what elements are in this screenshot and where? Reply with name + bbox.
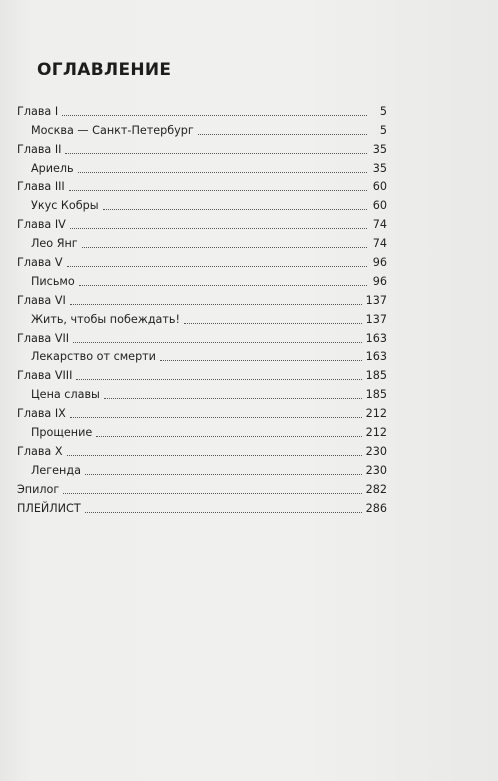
toc-subentry — [17, 157, 387, 176]
toc-entry-label: Укус Кобры — [31, 199, 99, 213]
toc-entry-label: Глава III — [17, 180, 65, 194]
toc-list — [17, 100, 387, 516]
dot-leader — [85, 474, 362, 475]
toc-page-number: 60 — [372, 180, 387, 194]
toc-entry-label: Глава II — [17, 142, 62, 156]
toc-page-number: 230 — [365, 463, 387, 477]
dot-leader — [78, 172, 367, 173]
toc-page-number: 286 — [365, 501, 387, 515]
toc-entry — [17, 213, 387, 232]
toc-subentry — [17, 346, 387, 365]
dot-leader — [103, 209, 367, 210]
dot-leader — [96, 436, 361, 437]
toc-entry-label: Жить, чтобы побеждать! — [31, 312, 181, 326]
toc-entry-label: Лео Янг — [31, 237, 78, 251]
toc-entry-label: Лекарство от смерти — [31, 350, 156, 364]
toc-entry-label: Глава VII — [17, 331, 70, 345]
toc-entry-label: Глава IV — [17, 218, 66, 232]
dot-leader — [73, 342, 362, 343]
toc-entry — [17, 138, 387, 157]
toc-entry — [17, 364, 387, 383]
toc-entry — [17, 440, 387, 459]
dot-leader — [67, 455, 362, 456]
toc-title: ОГЛАВЛЕНИЕ — [37, 60, 172, 80]
toc-entry-label: Эпилог — [17, 482, 60, 496]
toc-page-number: 282 — [365, 482, 387, 496]
toc-page-number: 35 — [372, 142, 387, 156]
toc-entry-label: Глава V — [17, 256, 63, 270]
toc-entry-label: Письмо — [31, 274, 75, 288]
toc-entry-label: Глава X — [17, 444, 63, 458]
toc-entry — [17, 402, 387, 421]
toc-page-number: 163 — [365, 331, 387, 345]
dot-leader — [198, 134, 367, 135]
toc-page-number: 137 — [365, 312, 387, 326]
toc-page-number: 96 — [372, 274, 387, 288]
toc-subentry — [17, 459, 387, 478]
toc-page-number: 96 — [372, 256, 387, 270]
toc-subentry — [17, 194, 387, 213]
dot-leader — [79, 285, 367, 286]
toc-page-number: 5 — [379, 104, 387, 118]
toc-entry — [17, 497, 387, 516]
toc-subentry — [17, 119, 387, 138]
toc-entry-label: ПЛЕЙЛИСТ — [17, 501, 81, 515]
dot-leader — [62, 115, 367, 116]
dot-leader — [85, 512, 362, 513]
dot-leader — [67, 266, 368, 267]
toc-subentry — [17, 308, 387, 327]
toc-entry — [17, 176, 387, 195]
toc-subentry — [17, 270, 387, 289]
toc-page-number: 60 — [372, 199, 387, 213]
toc-page-number: 230 — [365, 444, 387, 458]
toc-page-number: 5 — [379, 123, 387, 137]
toc-page-number: 185 — [365, 369, 387, 383]
dot-leader — [76, 379, 361, 380]
toc-page-number: 163 — [365, 350, 387, 364]
toc-entry-label: Москва — Санкт-Петербург — [31, 123, 194, 137]
dot-leader — [69, 190, 367, 191]
toc-page-number: 185 — [365, 388, 387, 402]
toc-entry — [17, 478, 387, 497]
toc-entry-label: Легенда — [31, 463, 81, 477]
toc-entry-label: Глава I — [17, 104, 59, 118]
toc-entry-label: Прощение — [31, 426, 93, 440]
toc-entry-label: Глава IX — [17, 407, 66, 421]
dot-leader — [104, 398, 362, 399]
toc-entry — [17, 289, 387, 308]
toc-page-number: 137 — [365, 293, 387, 307]
dot-leader — [184, 323, 362, 324]
toc-page-number: 74 — [372, 237, 387, 251]
dot-leader — [70, 304, 362, 305]
dot-leader — [63, 493, 361, 494]
toc-page-number: 212 — [365, 426, 387, 440]
toc-subentry — [17, 421, 387, 440]
dot-leader — [160, 360, 362, 361]
toc-page-number: 212 — [365, 407, 387, 421]
toc-entry — [17, 327, 387, 346]
dot-leader — [70, 417, 362, 418]
toc-entry — [17, 251, 387, 270]
dot-leader — [65, 153, 367, 154]
toc-subentry — [17, 232, 387, 251]
toc-page-number: 74 — [372, 218, 387, 232]
toc-entry-label: Глава VI — [17, 293, 66, 307]
toc-entry-label: Ариель — [31, 161, 74, 175]
dot-leader — [82, 247, 367, 248]
dot-leader — [70, 228, 367, 229]
toc-entry-label: Цена славы — [31, 388, 100, 402]
toc-entry — [17, 100, 387, 119]
toc-entry-label: Глава VIII — [17, 369, 73, 383]
toc-subentry — [17, 383, 387, 402]
toc-page-number: 35 — [372, 161, 387, 175]
